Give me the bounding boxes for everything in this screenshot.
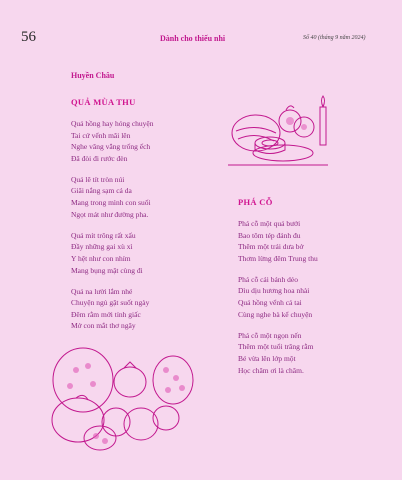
stanza	[71, 286, 153, 332]
mooncake-feast-illustration	[228, 95, 328, 173]
poem-line: Giãi nắng sạm cả da	[71, 186, 132, 196]
poem-line: Đã đòi đi rước đèn	[71, 153, 128, 163]
poem-line: Dìu dịu hương hoa nhài	[238, 286, 310, 296]
section-title: Dành cho thiếu nhi	[160, 34, 226, 43]
stanza	[71, 174, 153, 220]
poem2-body	[238, 218, 318, 386]
poem-line: Cùng nghe bà kể chuyện	[238, 309, 313, 319]
poem-line: Quả hồng vểnh cả tai	[238, 298, 302, 308]
autumn-fruits-illustration	[48, 340, 203, 452]
poem-line: Đầy những gai xù xì	[71, 242, 133, 252]
poem1-body	[71, 118, 153, 342]
poem-line: Quả hồng hay hóng chuyện	[71, 119, 154, 128]
poem-line: Nghe văng vẳng trống ếch	[71, 142, 151, 152]
poem2-title: PHÁ CỖ	[238, 197, 273, 207]
poem-line: Thêm một tuổi trăng rằm	[238, 342, 314, 352]
poem-line: Phá cỗ một quả bưởi	[238, 219, 301, 228]
poem1-title: QUẢ MÙA THU	[71, 97, 136, 107]
poem-line: Tai cứ vểnh mãi lên	[71, 130, 131, 140]
poem-line: Ngọt mát như đường pha.	[71, 209, 149, 219]
poem-line: Phá cỗ cái bánh dẻo	[238, 274, 298, 284]
poem-line: Mở con mắt thơ ngây	[71, 321, 136, 331]
issue-label: Số 40 (tháng 9 năm 2024)	[303, 35, 366, 41]
page-number: 56	[21, 29, 36, 45]
poem-line: Chuyện ngủ gật suốt ngày	[71, 298, 150, 308]
poem-line: Bao tôm tép đánh đu	[238, 230, 301, 240]
poem-line: Đêm rằm mới tỉnh giấc	[71, 309, 141, 319]
poem-line: Phá cỗ một ngọn nến	[238, 330, 302, 340]
poem-line: Y hệt như con nhím	[71, 253, 131, 263]
stanza	[238, 274, 318, 320]
poem-line: Mang bụng mật cùng đi	[71, 265, 143, 275]
stanza	[238, 218, 318, 264]
poem-line: Học chăm ơi là chăm.	[238, 365, 304, 375]
poem-line: Quả mít trông rất xấu	[71, 230, 136, 240]
stanza	[71, 230, 153, 276]
poem-line: Quả lê tít tròn núi	[71, 174, 125, 184]
poem-line: Quả na lười lắm nhé	[71, 286, 133, 296]
stanza	[71, 118, 153, 164]
poem-line: Mang trong mình con suối	[71, 198, 151, 208]
stanza	[238, 330, 318, 376]
author-name: Huyền Châu	[71, 71, 115, 80]
poem-line: Thêm một trái dưa bở	[238, 242, 304, 252]
poem-line: Thơm lừng đêm Trung thu	[238, 253, 318, 263]
poem-line: Bé vừa lên lớp một	[238, 353, 296, 363]
